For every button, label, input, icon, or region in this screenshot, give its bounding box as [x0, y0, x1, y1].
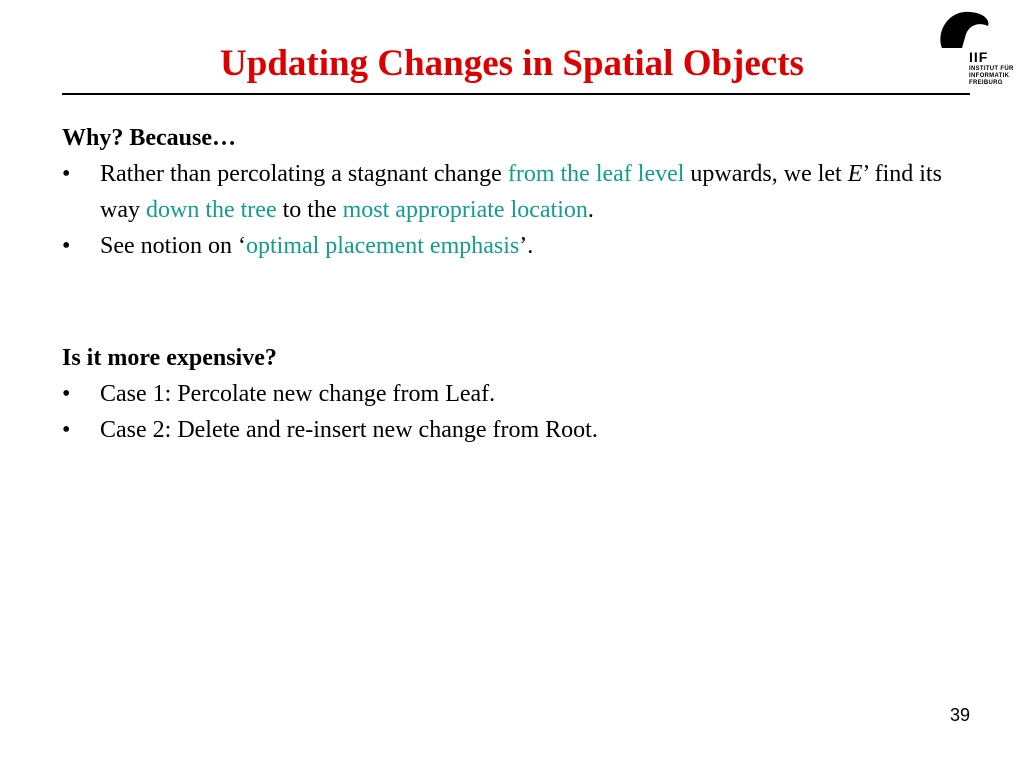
highlight-text: most appropriate location [342, 197, 588, 223]
logo-line: INFORMATIK [969, 73, 1010, 79]
iif-logo-mark-icon [936, 10, 996, 50]
bullet-marker: • [62, 417, 71, 443]
logo-line: INSTITUT FÜR [969, 66, 1014, 72]
highlight-text: from the leaf level [507, 161, 685, 187]
bullet-text: ’. [519, 233, 534, 259]
iif-logo [936, 10, 1018, 90]
slide-content [62, 120, 962, 448]
logo-line: FREIBURG [969, 80, 1003, 86]
section-heading-expensive: Is it more expensive? [62, 345, 277, 371]
variable-e: E [847, 161, 863, 187]
bullet-text: ’ find its way [100, 161, 942, 223]
spacer [62, 264, 962, 340]
bullet-item [62, 228, 962, 264]
bullet-marker: • [62, 161, 71, 187]
bullet-item [62, 376, 962, 412]
bullet-text: Rather than percolating a stagnant change [100, 161, 508, 187]
bullet-text: See notion on ‘ [100, 233, 246, 259]
page-number: 39 [949, 705, 970, 725]
bullet-marker: • [62, 233, 71, 259]
slide-title: Updating Changes in Spatial Objects [220, 43, 804, 84]
bullet-text: Case 2: Delete and re-insert new change from Root. [100, 417, 598, 443]
logo-name: IIF [969, 49, 989, 65]
bullet-text: Case 1: Percolate new change from Leaf. [100, 381, 496, 407]
title-divider [62, 93, 970, 95]
highlight-text: down the tree [145, 197, 277, 223]
bullet-text: upwards, we let [684, 161, 848, 187]
bullet-text: . [587, 197, 594, 223]
bullet-item [62, 412, 962, 448]
bullet-text: to the [276, 197, 343, 223]
bullet-list-why [62, 156, 962, 264]
bullet-marker: • [62, 381, 71, 407]
bullet-item [62, 156, 962, 228]
section-heading-why: Why? Because… [62, 125, 236, 151]
logo-subtext [969, 66, 1014, 87]
bullet-list-expensive [62, 376, 962, 448]
highlight-text: optimal placement emphasis [245, 233, 520, 259]
